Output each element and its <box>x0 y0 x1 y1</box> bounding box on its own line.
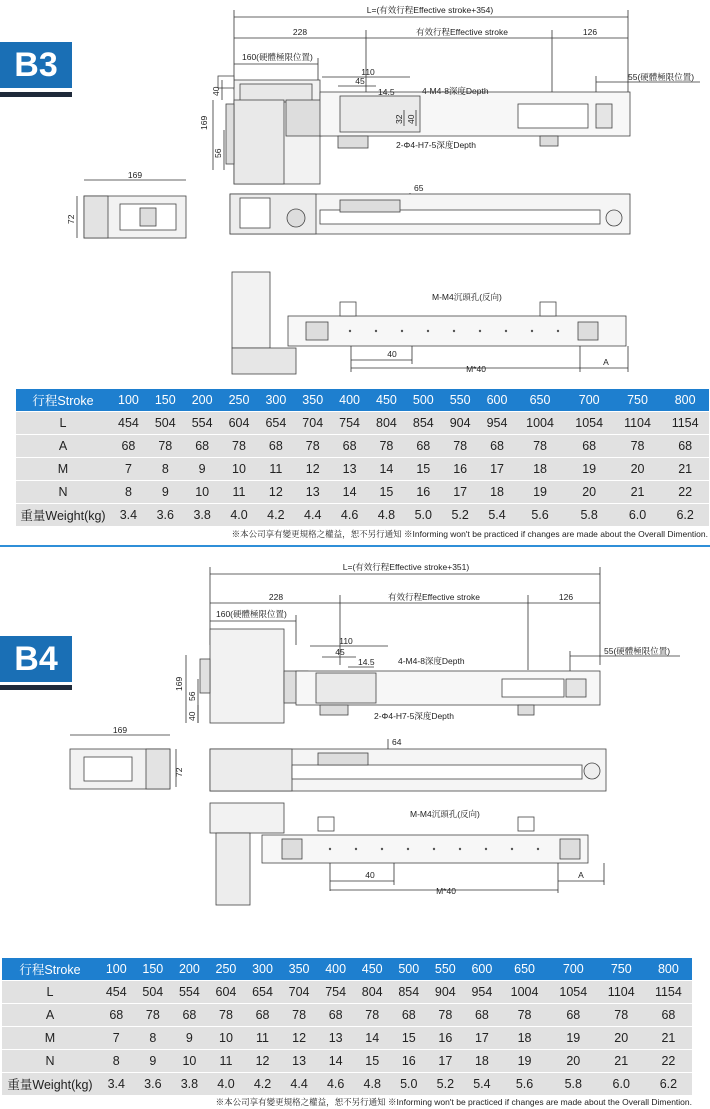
dim-126: 126 <box>558 592 574 602</box>
dim-110: 110 <box>339 636 353 646</box>
table-cell: 68 <box>98 1004 135 1027</box>
table-cell: 454 <box>110 412 147 435</box>
section-separator <box>0 545 710 547</box>
header-cell: 350 <box>294 389 331 412</box>
table-cell: 5.2 <box>442 504 479 527</box>
table-cell: 21 <box>598 1050 645 1073</box>
dim-56: 56 <box>187 691 197 701</box>
header-cell: 550 <box>442 389 479 412</box>
header-cell: 700 <box>549 958 598 981</box>
table-cell: 3.6 <box>147 504 184 527</box>
table-cell: 78 <box>135 1004 172 1027</box>
table-cell: 6.2 <box>645 1073 692 1096</box>
table-cell: 68 <box>391 1004 428 1027</box>
table-cell: 8 <box>135 1027 172 1050</box>
dim-m4-depth: 4-M4-8深度Depth <box>398 656 465 666</box>
table-cell: 78 <box>427 1004 464 1027</box>
table-cell: 17 <box>479 458 516 481</box>
header-cell: 650 <box>515 389 564 412</box>
row-label: M <box>16 458 110 481</box>
disclaimer-note-b3: ※本公司享有變更規格之權益，恕不另行通知 ※Informing won't be practiced if changes are made about the Overall Dimention. <box>231 529 708 539</box>
table-cell: 20 <box>614 458 662 481</box>
table-row <box>2 981 692 1004</box>
table-cell: 78 <box>281 1004 318 1027</box>
table-cell: 13 <box>317 1027 354 1050</box>
table-cell: 4.0 <box>221 504 258 527</box>
table-row <box>16 504 709 527</box>
dim-mm4: M-M4沉頭孔(反向) <box>410 809 480 819</box>
table-cell: 8 <box>147 458 184 481</box>
table-cell: 68 <box>661 435 709 458</box>
header-cell: 行程Stroke <box>2 958 98 981</box>
table-cell: 5.0 <box>391 1073 428 1096</box>
table-cell: 1054 <box>565 412 614 435</box>
header-cell: 250 <box>221 389 258 412</box>
table-cell: 10 <box>221 458 258 481</box>
table-cell: 14 <box>331 481 368 504</box>
header-cell: 800 <box>645 958 692 981</box>
table-cell: 19 <box>515 481 564 504</box>
table-cell: 11 <box>221 481 258 504</box>
table-cell: 68 <box>257 435 294 458</box>
table-cell: 1154 <box>645 981 692 1004</box>
section-badge-b3: B3 <box>0 42 72 88</box>
table-cell: 78 <box>221 435 258 458</box>
header-cell: 350 <box>281 958 318 981</box>
table-cell: 4.8 <box>354 1073 391 1096</box>
table-cell: 7 <box>98 1027 135 1050</box>
table-cell: 4.4 <box>294 504 331 527</box>
table-cell: 5.4 <box>464 1073 501 1096</box>
disclaimer-note-b4: ※本公司享有變更規格之權益，恕不另行通知 ※Informing won't be practiced if changes are made about the Overall Dimention. <box>215 1097 692 1107</box>
header-cell: 250 <box>208 958 245 981</box>
table-cell: 1104 <box>614 412 662 435</box>
table-cell: 18 <box>515 458 564 481</box>
dim-phi: 2-Φ4-H7-5深度Depth <box>374 711 455 721</box>
dim-64: 64 <box>392 737 402 747</box>
row-label: A <box>16 435 110 458</box>
table-cell: 904 <box>427 981 464 1004</box>
table-cell: 504 <box>147 412 184 435</box>
dim-55: 55(硬體極限位置) <box>604 646 671 656</box>
header-cell: 550 <box>427 958 464 981</box>
table-cell: 20 <box>598 1027 645 1050</box>
table-cell: 78 <box>294 435 331 458</box>
dim-m4-depth: 4-M4-8深度Depth <box>422 86 489 96</box>
table-cell: 20 <box>549 1050 598 1073</box>
row-label: L <box>2 981 98 1004</box>
table-cell: 4.4 <box>281 1073 318 1096</box>
table-cell: 3.4 <box>98 1073 135 1096</box>
table-cell: 4.2 <box>244 1073 281 1096</box>
table-cell: 4.8 <box>368 504 405 527</box>
table-cell: 9 <box>135 1050 172 1073</box>
table-cell: 78 <box>208 1004 245 1027</box>
table-cell: 904 <box>442 412 479 435</box>
table-cell: 17 <box>442 481 479 504</box>
dim-169-h: 169 <box>112 725 128 735</box>
header-cell: 150 <box>147 389 184 412</box>
table-cell: 68 <box>405 435 442 458</box>
table-cell: 754 <box>317 981 354 1004</box>
table-header-row <box>16 389 709 412</box>
dim-14-5: 14.5 <box>358 657 375 667</box>
table-cell: 78 <box>368 435 405 458</box>
table-cell: 16 <box>427 1027 464 1050</box>
dim-40-top: 40 <box>211 86 221 96</box>
header-cell: 300 <box>244 958 281 981</box>
table-cell: 5.4 <box>479 504 516 527</box>
table-cell: 5.6 <box>500 1073 549 1096</box>
drawing-b3 <box>0 0 710 385</box>
header-cell: 450 <box>354 958 391 981</box>
row-label: 重量Weight(kg) <box>16 504 110 527</box>
header-cell: 100 <box>98 958 135 981</box>
header-cell: 500 <box>391 958 428 981</box>
table-cell: 16 <box>442 458 479 481</box>
table-cell: 10 <box>171 1050 208 1073</box>
row-label: A <box>2 1004 98 1027</box>
table-cell: 5.2 <box>427 1073 464 1096</box>
table-cell: 604 <box>208 981 245 1004</box>
spec-table-b3 <box>16 389 709 527</box>
header-cell: 500 <box>405 389 442 412</box>
table-cell: 3.6 <box>135 1073 172 1096</box>
drawing-b4 <box>0 555 710 915</box>
table-cell: 15 <box>405 458 442 481</box>
table-cell: 5.0 <box>405 504 442 527</box>
dim-72: 72 <box>66 214 76 224</box>
table-cell: 68 <box>317 1004 354 1027</box>
table-cell: 22 <box>661 481 709 504</box>
dim-stroke: 有效行程Effective stroke <box>416 27 508 37</box>
dim-126: 126 <box>582 27 598 37</box>
header-cell: 100 <box>110 389 147 412</box>
table-cell: 78 <box>614 435 662 458</box>
table-cell: 6.0 <box>614 504 662 527</box>
table-cell: 9 <box>147 481 184 504</box>
dim-160: 160(硬體極限位置) <box>242 52 313 62</box>
table-cell: 11 <box>244 1027 281 1050</box>
dim-m40: M*40 <box>436 886 456 896</box>
dim-169-h: 169 <box>127 170 143 180</box>
header-cell: 750 <box>598 958 645 981</box>
table-cell: 754 <box>331 412 368 435</box>
table-cell: 68 <box>110 435 147 458</box>
dim-a: A <box>603 357 609 367</box>
table-cell: 4.6 <box>317 1073 354 1096</box>
header-cell: 600 <box>464 958 501 981</box>
table-cell: 554 <box>171 981 208 1004</box>
table-cell: 78 <box>515 435 564 458</box>
table-cell: 13 <box>281 1050 318 1073</box>
dim-l: L=(有效行程Effective stroke+351) <box>342 562 470 572</box>
table-cell: 18 <box>500 1027 549 1050</box>
table-cell: 68 <box>645 1004 692 1027</box>
section-badge-b4: B4 <box>0 636 72 682</box>
table-cell: 13 <box>294 481 331 504</box>
dim-14-5: 14.5 <box>378 87 395 97</box>
header-cell: 200 <box>171 958 208 981</box>
row-label: 重量Weight(kg) <box>2 1073 98 1096</box>
table-cell: 68 <box>565 435 614 458</box>
dim-phi: 2-Φ4-H7-5深度Depth <box>396 140 477 150</box>
table-row <box>2 1050 692 1073</box>
dim-228: 228 <box>292 27 308 37</box>
table-cell: 68 <box>184 435 221 458</box>
table-cell: 7 <box>110 458 147 481</box>
table-cell: 78 <box>354 1004 391 1027</box>
table-cell: 14 <box>368 458 405 481</box>
row-label: N <box>2 1050 98 1073</box>
header-cell: 450 <box>368 389 405 412</box>
dim-65: 65 <box>414 183 424 193</box>
table-cell: 16 <box>391 1050 428 1073</box>
table-cell: 504 <box>135 981 172 1004</box>
table-cell: 10 <box>208 1027 245 1050</box>
table-cell: 954 <box>479 412 516 435</box>
dim-mm4: M-M4沉頭孔(反向) <box>432 292 502 302</box>
table-cell: 16 <box>405 481 442 504</box>
table-cell: 68 <box>171 1004 208 1027</box>
table-cell: 19 <box>500 1050 549 1073</box>
table-cell: 21 <box>614 481 662 504</box>
table-cell: 17 <box>464 1027 501 1050</box>
table-cell: 9 <box>184 458 221 481</box>
table-cell: 654 <box>244 981 281 1004</box>
dim-m40: M*40 <box>466 364 486 374</box>
dim-40-bottom: 40 <box>387 349 397 359</box>
table-cell: 12 <box>244 1050 281 1073</box>
row-label: L <box>16 412 110 435</box>
table-cell: 15 <box>391 1027 428 1050</box>
header-cell: 150 <box>135 958 172 981</box>
table-cell: 12 <box>281 1027 318 1050</box>
table-cell: 1004 <box>515 412 564 435</box>
header-cell: 600 <box>479 389 516 412</box>
dim-40-left: 40 <box>187 711 197 721</box>
table-cell: 10 <box>184 481 221 504</box>
dim-55: 55(硬體極限位置) <box>628 72 695 82</box>
header-cell: 400 <box>331 389 368 412</box>
table-cell: 954 <box>464 981 501 1004</box>
table-row <box>16 435 709 458</box>
table-cell: 3.4 <box>110 504 147 527</box>
table-cell: 19 <box>565 458 614 481</box>
dim-32: 32 <box>394 114 404 124</box>
table-row <box>2 1004 692 1027</box>
dim-110: 110 <box>361 67 375 77</box>
table-cell: 22 <box>645 1050 692 1073</box>
table-cell: 804 <box>368 412 405 435</box>
dim-40-bottom: 40 <box>365 870 375 880</box>
table-cell: 8 <box>98 1050 135 1073</box>
row-label: N <box>16 481 110 504</box>
table-row <box>16 458 709 481</box>
table-cell: 4.2 <box>257 504 294 527</box>
header-cell: 750 <box>614 389 662 412</box>
table-cell: 68 <box>244 1004 281 1027</box>
dim-72: 72 <box>174 767 184 777</box>
table-cell: 654 <box>257 412 294 435</box>
header-cell: 300 <box>257 389 294 412</box>
header-cell: 400 <box>317 958 354 981</box>
table-cell: 15 <box>354 1050 391 1073</box>
table-cell: 15 <box>368 481 405 504</box>
table-cell: 5.8 <box>565 504 614 527</box>
table-cell: 21 <box>645 1027 692 1050</box>
table-cell: 5.6 <box>515 504 564 527</box>
table-cell: 704 <box>294 412 331 435</box>
table-row <box>2 1073 692 1096</box>
table-cell: 78 <box>598 1004 645 1027</box>
dim-stroke: 有效行程Effective stroke <box>388 592 480 602</box>
table-cell: 18 <box>464 1050 501 1073</box>
dim-169-v: 169 <box>174 676 184 691</box>
dim-160: 160(硬體極限位置) <box>216 609 287 619</box>
dim-45: 45 <box>355 76 365 86</box>
table-cell: 68 <box>331 435 368 458</box>
spec-table-b4 <box>2 958 692 1096</box>
table-cell: 854 <box>405 412 442 435</box>
table-cell: 8 <box>110 481 147 504</box>
table-cell: 19 <box>549 1027 598 1050</box>
dim-40-small: 40 <box>406 114 416 124</box>
table-cell: 3.8 <box>171 1073 208 1096</box>
table-cell: 9 <box>171 1027 208 1050</box>
table-cell: 3.8 <box>184 504 221 527</box>
table-cell: 78 <box>442 435 479 458</box>
table-cell: 5.8 <box>549 1073 598 1096</box>
table-cell: 14 <box>317 1050 354 1073</box>
header-cell: 800 <box>661 389 709 412</box>
table-cell: 18 <box>479 481 516 504</box>
table-cell: 78 <box>147 435 184 458</box>
header-cell: 650 <box>500 958 549 981</box>
dim-45: 45 <box>335 647 345 657</box>
table-cell: 17 <box>427 1050 464 1073</box>
table-cell: 6.0 <box>598 1073 645 1096</box>
header-cell: 200 <box>184 389 221 412</box>
table-cell: 1154 <box>661 412 709 435</box>
table-cell: 854 <box>391 981 428 1004</box>
table-cell: 20 <box>565 481 614 504</box>
table-cell: 1104 <box>598 981 645 1004</box>
table-cell: 604 <box>221 412 258 435</box>
table-row <box>2 1027 692 1050</box>
table-cell: 1004 <box>500 981 549 1004</box>
table-cell: 21 <box>661 458 709 481</box>
table-cell: 454 <box>98 981 135 1004</box>
table-cell: 11 <box>208 1050 245 1073</box>
table-header-row <box>2 958 692 981</box>
table-cell: 704 <box>281 981 318 1004</box>
table-cell: 4.6 <box>331 504 368 527</box>
dim-a: A <box>578 870 584 880</box>
table-cell: 6.2 <box>661 504 709 527</box>
table-cell: 1054 <box>549 981 598 1004</box>
header-cell: 700 <box>565 389 614 412</box>
table-cell: 13 <box>331 458 368 481</box>
header-cell: 行程Stroke <box>16 389 110 412</box>
table-cell: 12 <box>294 458 331 481</box>
dim-228: 228 <box>268 592 284 602</box>
row-label: M <box>2 1027 98 1050</box>
table-cell: 68 <box>549 1004 598 1027</box>
table-cell: 11 <box>257 458 294 481</box>
table-cell: 4.0 <box>208 1073 245 1096</box>
table-cell: 804 <box>354 981 391 1004</box>
table-cell: 68 <box>464 1004 501 1027</box>
table-row <box>16 412 709 435</box>
table-cell: 68 <box>479 435 516 458</box>
table-cell: 14 <box>354 1027 391 1050</box>
table-cell: 78 <box>500 1004 549 1027</box>
table-cell: 12 <box>257 481 294 504</box>
dim-l: L=(有效行程Effective stroke+354) <box>366 5 494 15</box>
dim-56: 56 <box>213 148 223 158</box>
table-row <box>16 481 709 504</box>
dim-169-v: 169 <box>199 115 209 130</box>
table-cell: 554 <box>184 412 221 435</box>
